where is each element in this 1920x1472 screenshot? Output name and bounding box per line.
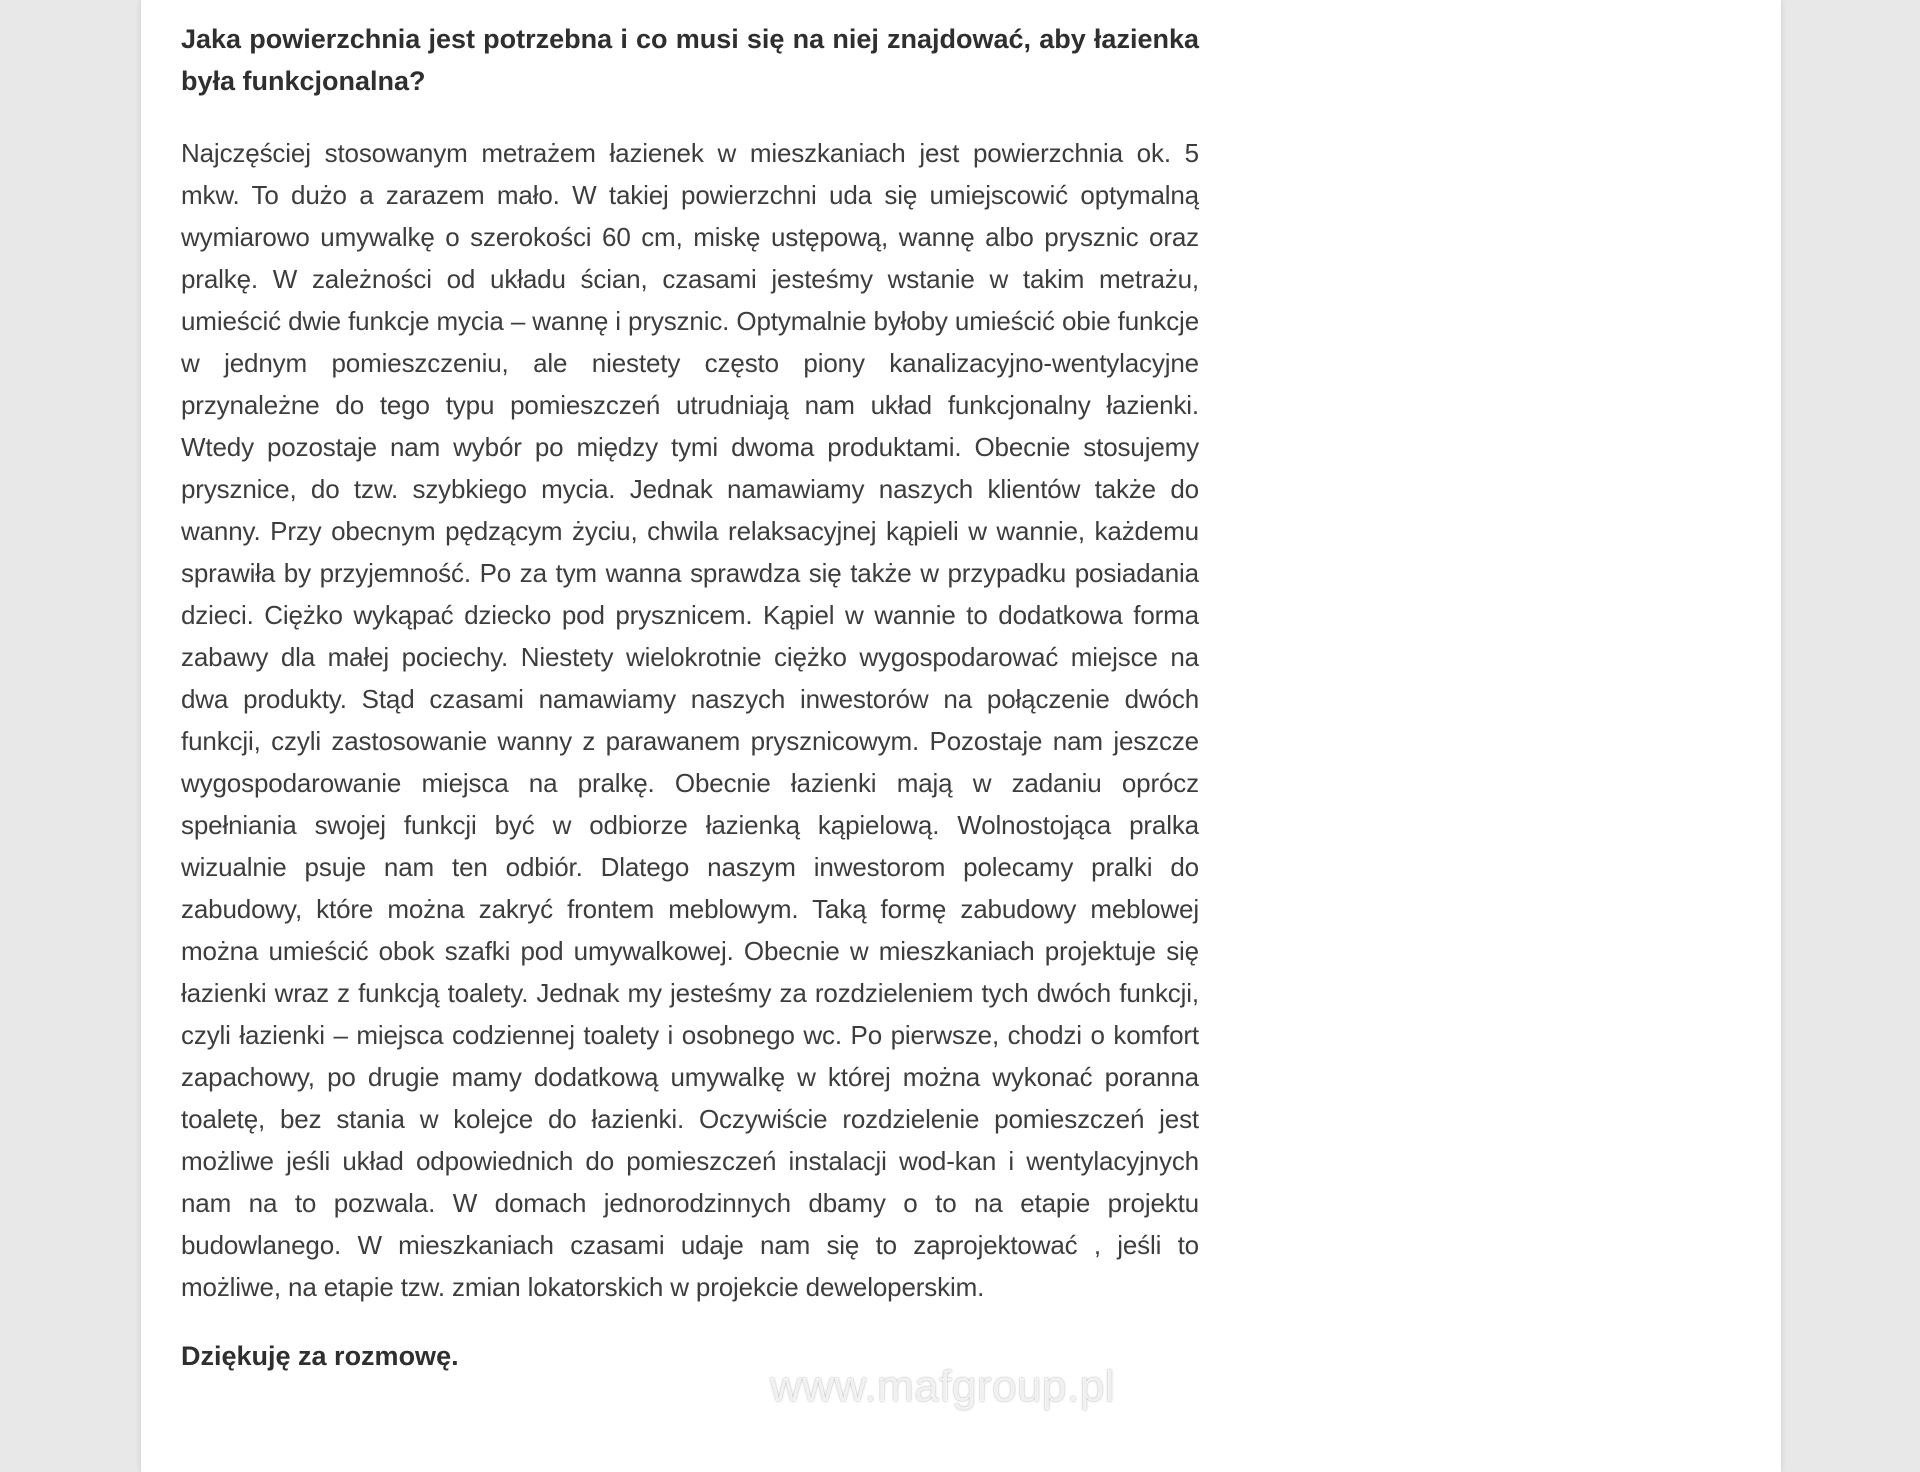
answer-paragraph: Najczęściej stosowanym metrażem łazienek w mieszkaniach jest powierzchnia ok. 5 mkw. To dużo a zarazem mało. W takiej powierzchni uda się umiejscowić optymalną wymiarowo umywalkę o szerokości 60 cm, miskę ustępową, wannę albo prysznic oraz pralkę. W zależności od układu ścian, czasami jesteśmy wstanie w takim metrażu, umieścić dwie funkcje mycia – wannę i prysznic. Optymalnie byłoby umieścić obie funkcje w jednym pomieszczeniu, ale niestety często piony kanalizacyjno-wentylacyjne przynależne do tego typu pomieszczeń utrudniają nam układ funkcjonalny łazienki. Wtedy pozostaje nam wybór po między tymi dwoma produktami. Obecnie stosujemy prysznice, do tzw. szybkiego mycia. Jednak namawiamy naszych klientów także do wanny. Przy obecnym pędzącym życiu, chwila relaksacyjnej kąpieli w wannie, każdemu sprawiła by przyjemność. Po za tym wanna sprawdza się także w przypadku posiadania dzieci. Ciężko wykąpać dziecko pod prysznicem. Kąpiel w wannie to dodatkowa forma zabawy dla małej pociechy. Niestety wielokrotnie ciężko wygospodarować miejsce na dwa produkty. Stąd czasami namawiamy naszych inwestorów na połączenie dwóch funkcji, czyli zastosowanie wanny z parawanem prysznicowym. Pozostaje nam jeszcze wygospodarowanie miejsca na pralkę. Obecnie łazienki mają w zadaniu oprócz spełniania swojej funkcji być w odbiorze łazienką kąpielową. Wolnostojąca pralka wizualnie psuje nam ten odbiór. Dlatego naszym inwestorom polecamy pralki do zabudowy, które można zakryć frontem meblowym. Taką formę zabudowy meblowej można umieścić obok szafki pod umywalkowej. Obecnie w mieszkaniach projektuje się łazienki wraz z funkcją toalety. Jednak my jesteśmy za rozdzieleniem tych dwóch funkcji, czyli łazienki – miejsca codziennej toalety i osobnego wc. Po pierwsze, chodzi o komfort zapachowy, po drugie mamy dodatkową umywalkę w której można wykonać poranna toaletę, bez stania w kolejce do łazienki. Oczywiście rozdzielenie pomieszczeń jest możliwe jeśli układ odpowiednich do pomieszczeń instalacji wod-kan i wentylacyjnych nam na to pozwala. W domach jednorodzinnych dbamy o to na etapie projektu budowlanego. W mieszkaniach czasami udaje nam się to zaprojektować , jeśli to możliwe, na etapie tzw. zmian lokatorskich w projekcie deweloperskim.	[181, 138, 1199, 1302]
question-heading: Jaka powierzchnia jest potrzebna i co musi się na niej znajdować, aby łazienka była funkcjonalna?	[181, 24, 1199, 96]
closing-remark: Dziękuję za rozmowę.	[181, 1341, 459, 1371]
watermark: www.mafgroup.pl	[770, 1362, 1115, 1411]
article-body	[181, 18, 1199, 1376]
